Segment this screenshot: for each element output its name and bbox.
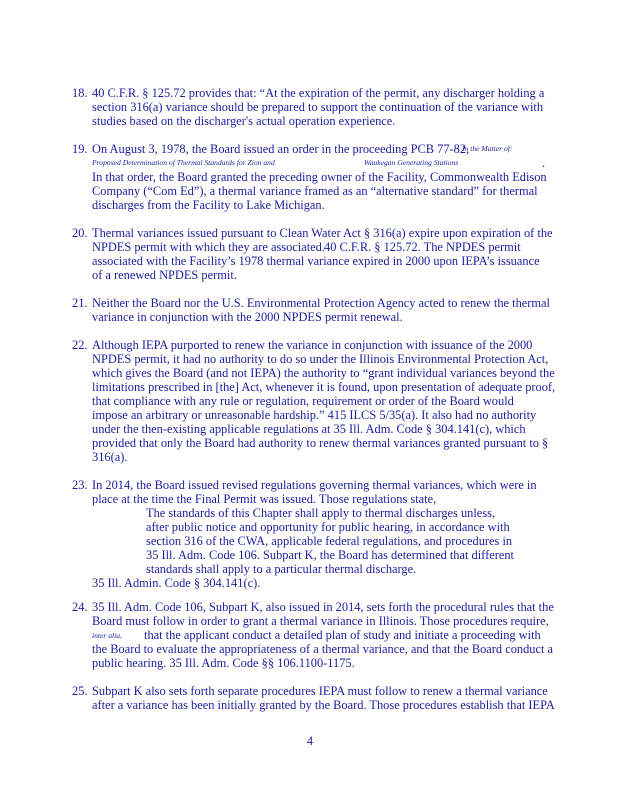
paragraph-number: 23. (72, 478, 88, 492)
paragraph-number: 18. (72, 86, 88, 100)
text-line: 40 C.F.R. § 125.72. The NPDES permit (324, 240, 521, 254)
case-caption-fragment: Waukegan Generating Stations (364, 158, 459, 167)
text-line: that compliance with any rule or regulation, requirement or order of the Board would (92, 394, 514, 408)
paragraph-number: 22. (72, 338, 88, 352)
text-line: under the then-existing applicable regulations at 35 Ill. Adm. Code § 304.141(c), which (92, 422, 526, 436)
latin-phrase: inter alia, (92, 631, 122, 640)
text-line: that the applicant conduct a detailed plan of study and initiate a proceeding with (144, 628, 541, 642)
text-line: In 2014, the Board issued revised regulations governing thermal variances, which were in (92, 478, 537, 492)
text-line: Board must follow in order to grant a thermal variance in Illinois. Those procedures require, (92, 614, 549, 628)
text-line: In that order, the Board granted the preceding owner of the Facility, Commonwealth Edison (92, 170, 547, 184)
quote-line: section 316 of the CWA, applicable federal regulations, and procedures in (146, 534, 513, 548)
text-line: discharges from the Facility to Lake Michigan. (92, 198, 325, 212)
text-line: Although IEPA purported to renew the variance in conjunction with issuance of the 2000 (92, 338, 533, 352)
text-line: provided that only the Board had authority to renew thermal variances granted pursuant to § (92, 436, 549, 450)
page-number: 4 (306, 734, 314, 748)
text-line: public hearing. 35 Ill. Adm. Code §§ 106.1100-1175. (92, 656, 355, 670)
text-line: associated with the Facility’s 1978 thermal variance expired in 2000 upon IEPA’s issuance (92, 254, 540, 268)
text-line: of a renewed NPDES permit. (92, 268, 237, 282)
quote-line: The standards of this Chapter shall apply to thermal discharges unless, (146, 506, 496, 520)
quote-line: standards shall apply to a particular thermal discharge. (146, 562, 417, 576)
paragraph-number: 21. (72, 296, 88, 310)
text-line: Subpart K also sets forth separate procedures IEPA must follow to renew a thermal variance (92, 684, 548, 698)
quote-line: 35 Ill. Adm. Code 106. Subpart K, the Board has determined that different (146, 548, 514, 562)
text-line: 40 C.F.R. § 125.72 provides that: “At the expiration of the permit, any discharger holding a (92, 86, 545, 100)
text-line: 316(a). (92, 450, 128, 464)
paragraph-number: 20. (72, 226, 88, 240)
text-line: which gives the Board (and not IEPA) the authority to “grant individual variances beyond the (92, 366, 555, 380)
text-line: 35 Ill. Adm. Code 106, Subpart K, also issued in 2014, sets forth the procedural rules that the (92, 600, 554, 614)
paragraph-number: 19. (72, 142, 88, 156)
text-line: the Board to evaluate the appropriateness of a thermal variance, and that the Board conduct a (92, 642, 554, 656)
text-line: variance in conjunction with the 2000 NPDES permit renewal. (92, 310, 403, 324)
text-line: Thermal variances issued pursuant to Clean Water Act § 316(a) expire upon expiration of the (92, 226, 553, 240)
text-line: section 316(a) variance should be prepared to support the continuation of the variance with (92, 100, 544, 114)
text-line: On August 3, 1978, the Board issued an order in the proceeding PCB 77-82, (92, 142, 470, 156)
text-line: Company (“Com Ed”), a thermal variance framed as an “alternative standard” for thermal (92, 184, 538, 198)
paragraph-number: 25. (72, 684, 88, 698)
text-line: studies based on the discharger's actual operation experience. (92, 114, 396, 128)
text-line: . (542, 156, 546, 170)
case-caption-fragment: In the Matter of: (462, 144, 513, 153)
text-line: NPDES permit with which they are associated. (92, 240, 325, 254)
paragraph-number: 24. (72, 600, 88, 614)
text-line: NPDES permit, it had no authority to do so under the Illinois Environmental Protection Act, (92, 352, 549, 366)
text-line: impose an arbitrary or unreasonable hardship.” 415 ILCS 5/35(a). It also had no authority (92, 408, 537, 422)
text-line: Neither the Board nor the U.S. Environmental Protection Agency acted to renew the thermal (92, 296, 550, 310)
case-caption-fragment: Proposed Determination of Thermal Standards for Zion and (92, 158, 275, 167)
text-line: after a variance has been initially granted by the Board. Those procedures establish that IEPA (92, 698, 555, 712)
citation: 35 Ill. Admin. Code § 304.141(c). (92, 576, 261, 590)
text-line: place at the time the Final Permit was issued. Those regulations state, (92, 492, 437, 506)
text-line: limitations prescribed in [the] Act, whenever it is found, upon presentation of adequate proof, (92, 380, 556, 394)
quote-line: after public notice and opportunity for public hearing, in accordance with (146, 520, 510, 534)
